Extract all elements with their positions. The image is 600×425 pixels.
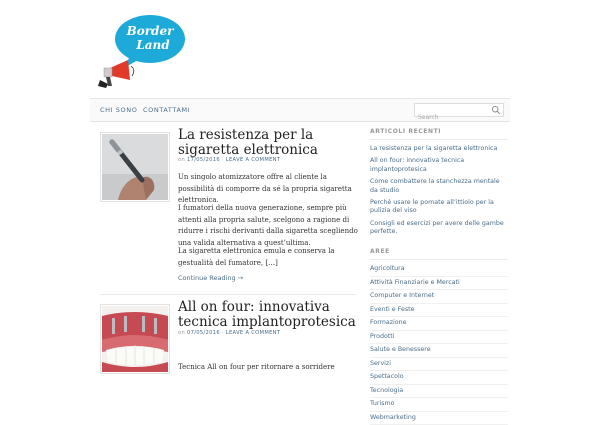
teeth-image [102, 306, 168, 372]
recent-post-link[interactable]: All on four: innovativa tecnica implantoprotesica [370, 155, 508, 176]
meta-separator: · [222, 330, 224, 336]
site-logo[interactable] [98, 10, 190, 90]
category-link[interactable]: Eventi e Feste [370, 304, 508, 318]
search-box [414, 103, 504, 117]
category-link[interactable]: Attività Finanziarie e Mercati [370, 277, 508, 291]
ecig-image [102, 134, 168, 200]
widget-title: ARTICOLI RECENTI [370, 128, 508, 140]
meta-prefix: on [178, 330, 185, 336]
post-thumbnail-teeth[interactable] [100, 304, 170, 374]
search-icon[interactable] [491, 105, 501, 115]
recent-post-link[interactable]: La resistenza per la sigaretta elettronica [370, 143, 508, 155]
search-input[interactable] [415, 112, 492, 124]
post-title[interactable]: La resistenza per la sigaretta elettronica [178, 128, 358, 158]
post-excerpt-paragraph: Tecnica All on four per ritornare a sorridere [178, 362, 360, 374]
meta-separator: · [222, 157, 224, 163]
category-link[interactable]: Computer e Internet [370, 290, 508, 304]
leave-comment-link[interactable]: LEAVE A COMMENT [226, 330, 281, 336]
logo-graphic [98, 10, 190, 90]
category-link[interactable]: Agricoltura [370, 263, 508, 277]
main-nav [90, 98, 510, 122]
post-date[interactable]: 07/05/2016 [187, 330, 220, 336]
recent-post-link[interactable]: Come combattere la stanchezza mentale da studio [370, 176, 508, 197]
categories-widget [370, 248, 508, 425]
category-link[interactable]: Spettacolo [370, 371, 508, 385]
post-thumbnail-ecig[interactable] [100, 132, 170, 202]
nav-item-contattami[interactable]: CONTATTAMI [143, 99, 190, 121]
logo-text-line1: Border [126, 24, 175, 38]
category-link[interactable]: Prodotti [370, 331, 508, 345]
category-link[interactable]: Webmarketing [370, 412, 508, 425]
category-link[interactable]: Salute e Benessere [370, 344, 508, 358]
continue-reading-link[interactable]: Continue Reading → [178, 274, 243, 282]
page-wrapper [90, 0, 510, 400]
recent-posts-widget [370, 128, 508, 239]
post-excerpt-paragraph: La sigaretta elettronica emula e conserva la gestualità del fumatore, […] [178, 246, 360, 269]
meta-prefix: on [178, 157, 185, 163]
category-link[interactable]: Formazione [370, 317, 508, 331]
category-link[interactable]: Servizi [370, 358, 508, 372]
post-excerpt-paragraph: I fumatori della nuova generazione, sempre più attenti alla propria salute, scelgono a ragione di ridurre i rischi derivanti dalla sigaretta scegliendo una valida alternativa a quest’ultima. [178, 203, 360, 249]
category-link[interactable]: Tecnologia [370, 385, 508, 399]
category-link[interactable]: Turismo [370, 398, 508, 412]
leave-comment-link[interactable]: LEAVE A COMMENT [226, 157, 281, 163]
nav-item-chi-sono[interactable]: CHI SONO [100, 99, 137, 121]
post-date[interactable]: 17/05/2016 [187, 157, 220, 163]
recent-post-link[interactable]: Perché usare le pomate all’ittiolo per la pulizia del viso [370, 197, 508, 218]
post-excerpt-paragraph: Un singolo atomizzatore offre al cliente la possibilità di comporre da sé la propria sigaretta elettronica. [178, 172, 360, 207]
recent-post-link[interactable]: Consigli ed esercizi per avere delle gambe perfette. [370, 218, 508, 239]
post-meta [178, 157, 358, 163]
logo-text-line2: Land [135, 38, 170, 52]
post-title[interactable]: All on four: innovativa tecnica implantoprotesica [178, 300, 358, 330]
megaphone-icon [98, 60, 134, 88]
post-meta [178, 330, 358, 336]
post-divider [100, 294, 356, 295]
widget-title: AREE [370, 248, 508, 260]
